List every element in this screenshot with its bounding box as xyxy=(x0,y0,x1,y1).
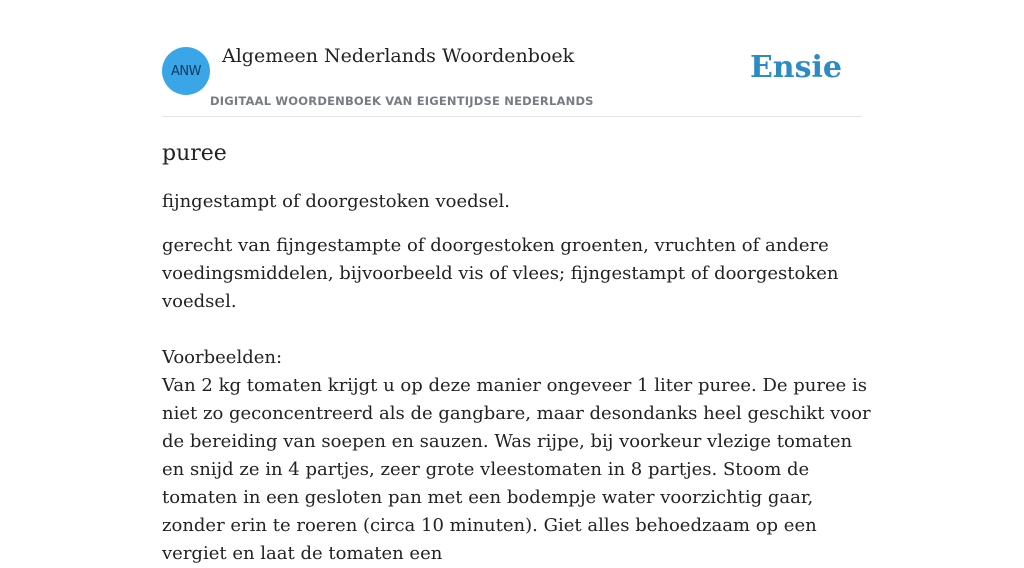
examples-label: Voorbeelden: xyxy=(162,347,283,368)
definition-long: gerecht van fijngestampte of doorgestoken groenten, vruchten of andere voedingsmiddelen, bijvoorbeeld vis of vlees; fijngestampt of doorgestoken voedsel. xyxy=(162,235,839,312)
examples-text: Van 2 kg tomaten krijgt u op deze manier ongeveer 1 liter puree. De puree is niet zo geconcentreerd als de gangbare, maar desondanks heel geschikt voor de bereiding van soepen en sauzen. Was rijpe, bij voorkeur vlezige tomaten en snijd ze in 4 partjes, zeer grote vleestomaten in 8 partjes. Stoom de tomaten in een gesloten pan met een bodempje water voorzichtig gaar, zonder erin te roeren (circa 10 minuten). Giet alles behoedzaam op een vergiet en laat de tomaten een xyxy=(162,375,871,564)
ensie-brand-logo[interactable]: Ensie xyxy=(749,50,842,85)
site-subtitle: DIGITAAL WOORDENBOEK VAN EIGENTIJDSE NEDERLANDS xyxy=(210,94,594,108)
entry-headword: puree xyxy=(162,141,227,166)
entry-content xyxy=(162,138,872,568)
anw-logo-text: ANW xyxy=(171,63,201,79)
anw-logo[interactable] xyxy=(162,47,210,95)
site-header xyxy=(162,40,862,117)
definition-short: fijngestampt of doorgestoken voedsel. xyxy=(162,191,511,212)
site-title[interactable]: Algemeen Nederlands Woordenboek xyxy=(222,45,575,67)
